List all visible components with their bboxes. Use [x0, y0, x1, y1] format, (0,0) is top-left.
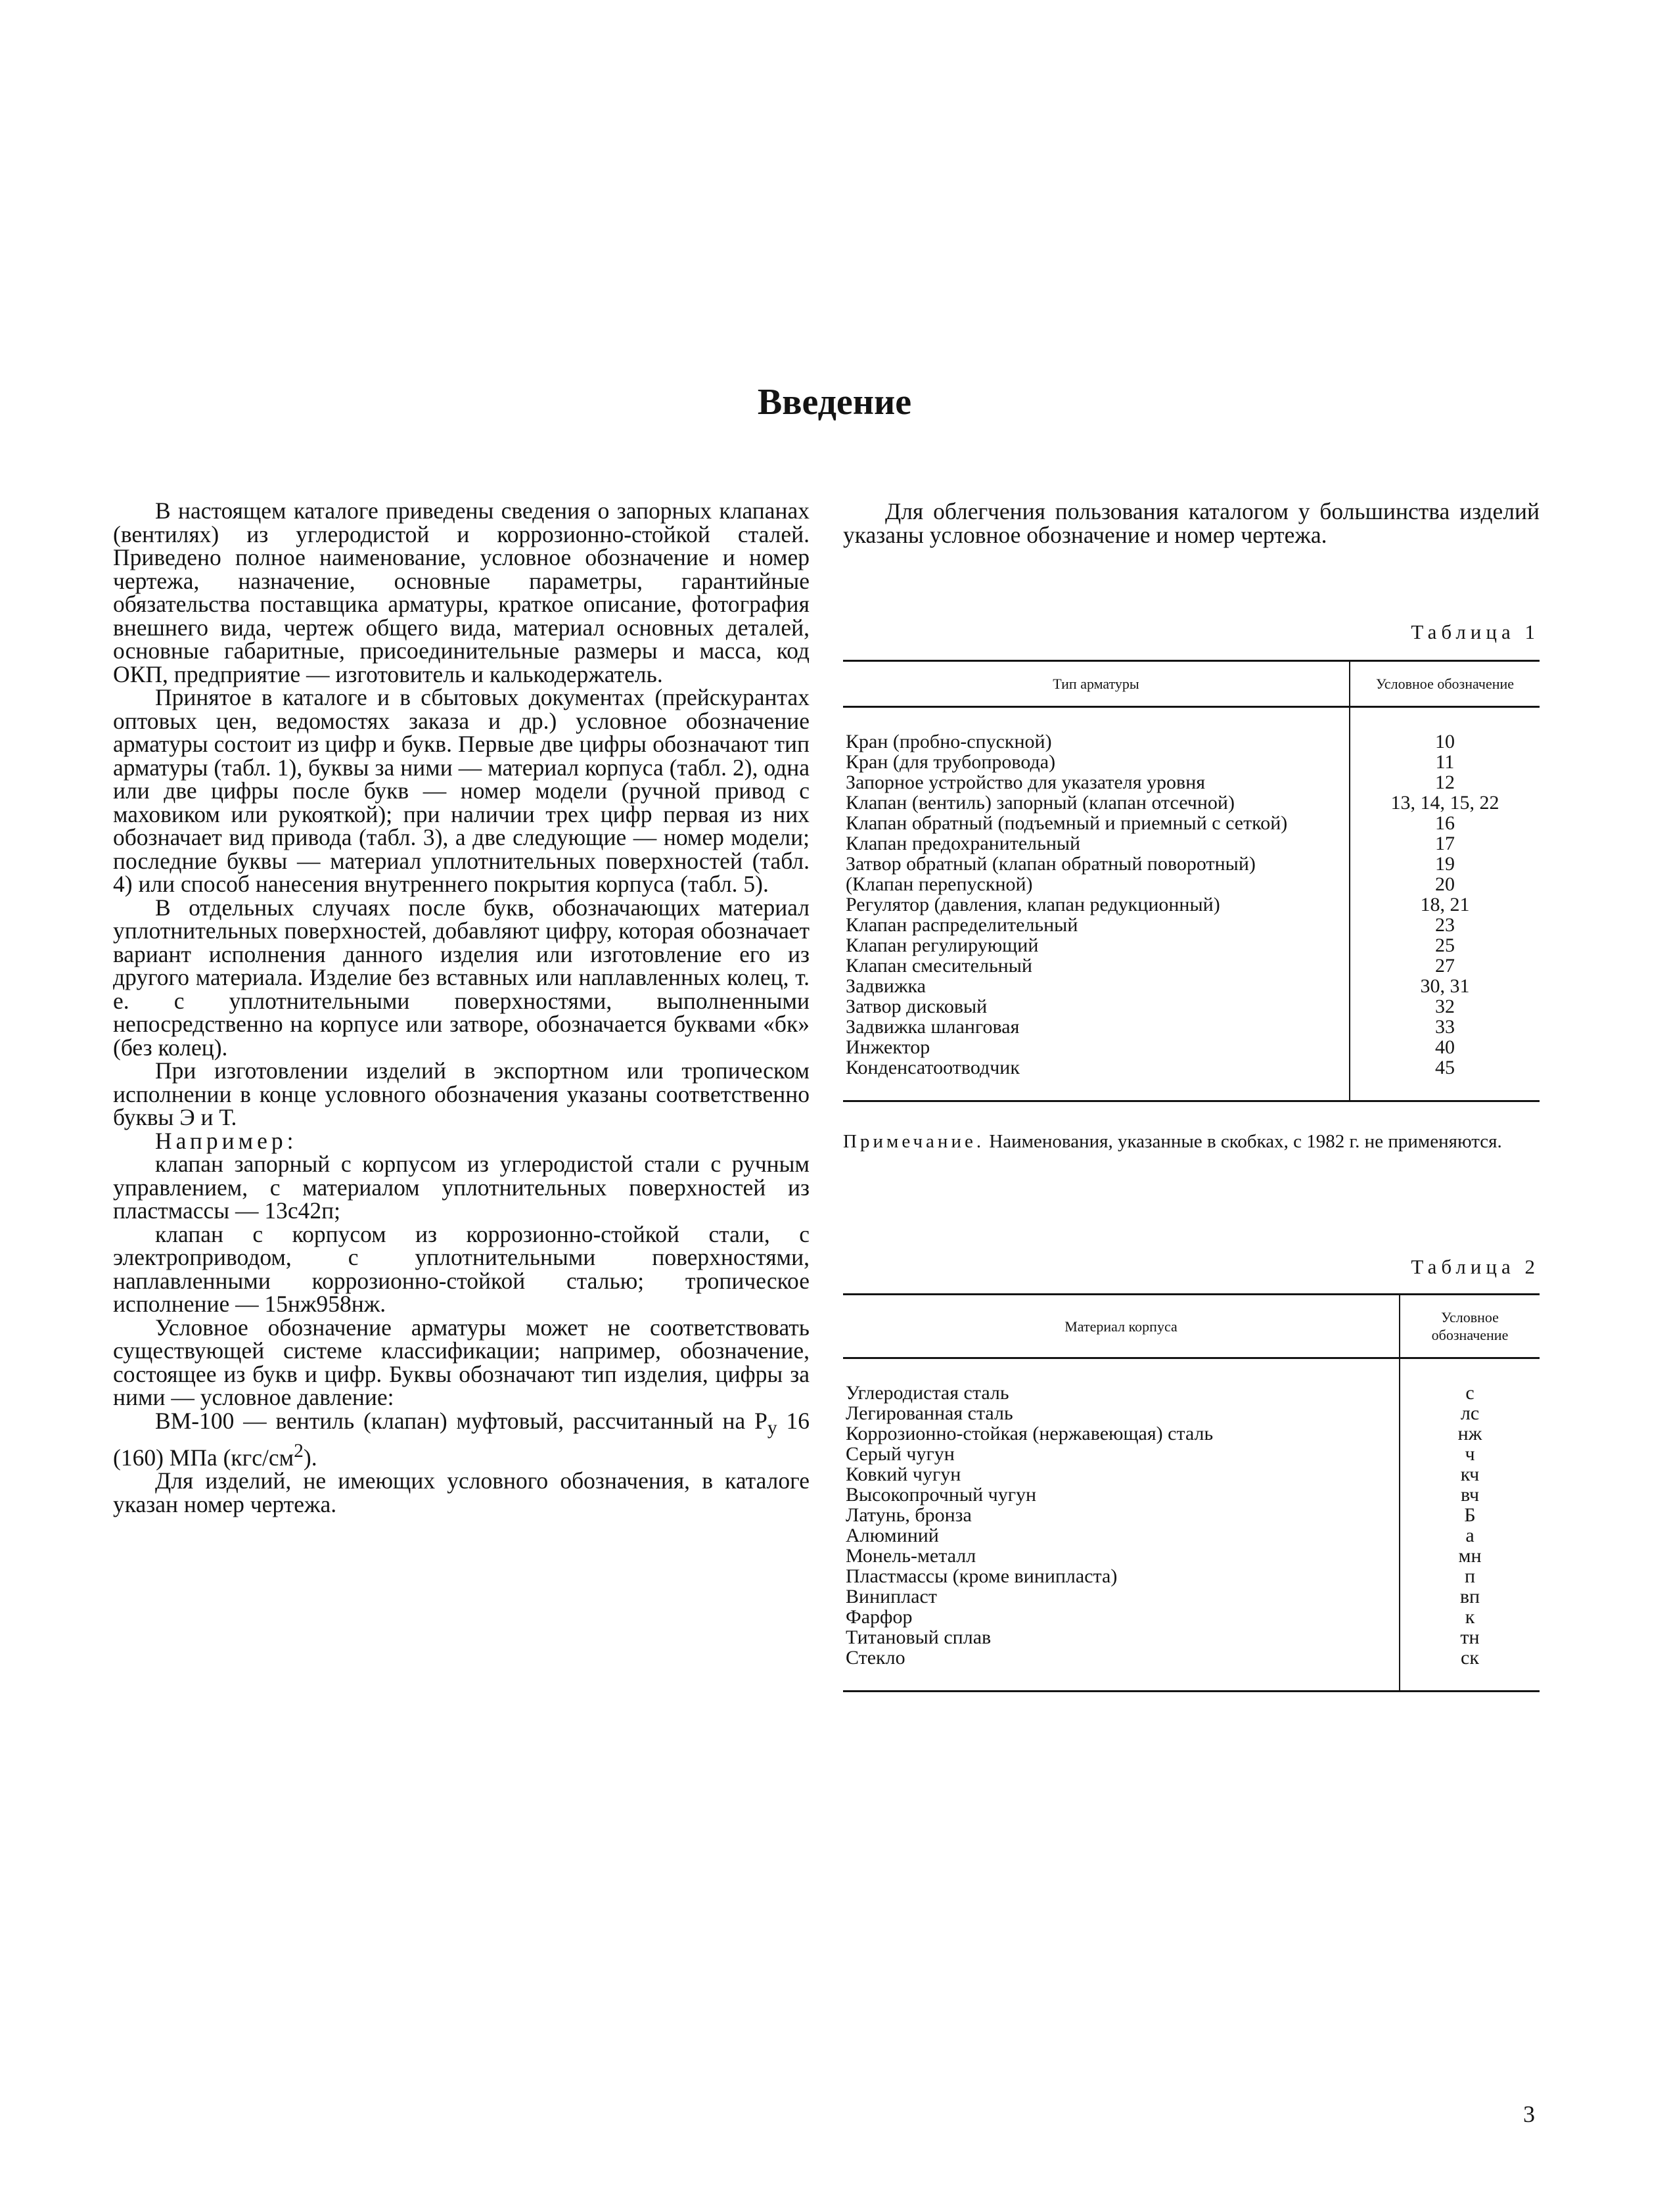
row-name: Затвор обратный (клапан обратный поворотный)	[846, 853, 1256, 875]
row-name: Клапан распределительный	[846, 914, 1078, 936]
table-row	[843, 935, 1540, 956]
table-row	[843, 1423, 1540, 1444]
table-row	[843, 894, 1540, 915]
row-name: Высокопрочный чугун	[846, 1484, 1037, 1506]
table1-header-type: Тип арматуры	[843, 661, 1350, 707]
row-code: 19	[1350, 854, 1540, 874]
row-code: 18, 21	[1350, 894, 1540, 915]
table1-header-code: Условное обозначение	[1350, 661, 1540, 707]
paragraph-export: При изготовлении изделий в экспортном или тропическом исполнении в конце условного обозначения указаны соответственно буквы Э и Т.	[113, 1057, 810, 1130]
note-label: Примечание.	[843, 1131, 985, 1152]
row-code: п	[1400, 1566, 1540, 1586]
paragraph-variant: В отдельных случаях после букв, обозначающих материал уплотнительных поверхностей, добавляют цифру, которая обозначает вариант исполнения данного изделия или изготовление его из другого материала. Изделие без вставных или наплавленных колец, т. е. с уплотнительными поверхностями, выполненными непосредственно на корпусе или затворе, обозначается буквами «бк» (без колец).	[113, 894, 810, 1061]
row-code: 20	[1350, 874, 1540, 894]
row-name: (Клапан перепускной)	[846, 873, 1033, 895]
table-row	[843, 1057, 1540, 1078]
table-row	[843, 731, 1540, 752]
row-code: 27	[1350, 956, 1540, 976]
paragraph-example-1: клапан запорный с корпусом из углеродистой стали с ручным управлением, с материалом уплотнительных поверхностей из пластмассы — 13с42п;	[113, 1151, 810, 1224]
left-column	[113, 499, 810, 1516]
paragraph-intro: В настоящем каталоге приведены сведения о запорных клапанах (вентилях) из углеродистой и коррозионно-стойкой сталей. Приведено полное наименование, условное обозначение и номер чертежа, назначение, основные параметры, гарантийные обязательства поставщика арматуры, краткое описание, фотография внешнего вида, чертеж общего вида, материал основных деталей, основные габаритные, присоединительные размеры и масса, код ОКП, предприятие — изготовитель и калькодержатель.	[113, 497, 810, 687]
row-code: 13, 14, 15, 22	[1350, 793, 1540, 813]
row-name: Инжектор	[846, 1036, 930, 1058]
paragraph-no-designation: Для изделий, не имеющих условного обозначения, в каталоге указан номер чертежа.	[113, 1467, 810, 1517]
table2	[843, 1293, 1540, 1692]
right-column	[843, 499, 1540, 1692]
row-name: Клапан регулирующий	[846, 934, 1039, 956]
vm100-subscript: у	[767, 1417, 777, 1439]
table-row	[843, 1647, 1540, 1668]
table-row	[843, 1037, 1540, 1057]
table-row	[843, 874, 1540, 894]
table-row	[843, 996, 1540, 1017]
vm100-text-b: 16 (160) МПа (кгс/см	[113, 1407, 810, 1471]
row-code: 33	[1350, 1017, 1540, 1037]
row-code: а	[1400, 1525, 1540, 1546]
page-number: 3	[1523, 2101, 1535, 2127]
row-code: кч	[1400, 1464, 1540, 1485]
table1-note	[843, 1131, 1540, 1153]
row-name: Винипласт	[846, 1586, 937, 1607]
vm100-text-a: ВМ-100 — вентиль (клапан) муфтовый, рассчитанный на P	[155, 1407, 767, 1434]
table-row	[843, 752, 1540, 772]
row-name: Затвор дисковый	[846, 996, 988, 1017]
table1-spacer	[843, 707, 1540, 732]
table-end-spacer	[843, 1668, 1540, 1692]
row-code: тн	[1400, 1627, 1540, 1647]
table1-body	[843, 707, 1540, 1101]
row-name: Кран (для трубопровода)	[846, 751, 1056, 773]
table-row	[843, 1566, 1540, 1586]
note-text: Наименования, указанные в скобках, с 1982 г. не применяются.	[984, 1131, 1502, 1152]
paragraph-designation: Принятое в каталоге и в сбытовых документах (прейскурантах оптовых цен, ведомостях заказа и др.) условное обозначение арматуры состоит из цифр и букв. Первые две цифры обозначают тип арматуры (табл. 1), буквы за ними — материал корпуса (табл. 2), одна или две цифры после букв — номер модели (ручной привод с маховиком или рукояткой); при наличии трех цифр первая из них обозначает вид привода (табл. 3), а две следующие — номер модели; последние буквы — материал уплотнительных поверхностей (табл. 4) или способ нанесения внутреннего покрытия корпуса (табл. 5).	[113, 684, 810, 897]
paragraph-example-label	[113, 1127, 810, 1154]
row-name: Коррозионно-стойкая (нержавеющая) сталь	[846, 1423, 1214, 1444]
table2-caption: Таблица 2	[1411, 1255, 1540, 1278]
row-code: к	[1400, 1607, 1540, 1627]
row-code: 40	[1350, 1037, 1540, 1057]
paragraph-classification: Условное обозначение арматуры может не соответствовать существующей системе классификации; например, обозначение, состоящее из букв и цифр. Буквы обозначают тип изделия, цифры за ними — условное давление:	[113, 1314, 810, 1410]
row-name: Стекло	[846, 1647, 905, 1669]
row-name: Клапан предохранительный	[846, 833, 1081, 854]
row-code: ск	[1400, 1647, 1540, 1668]
row-name: Титановый сплав	[846, 1626, 992, 1648]
row-code: ч	[1400, 1444, 1540, 1464]
table-row	[843, 854, 1540, 874]
row-code: 25	[1350, 935, 1540, 956]
row-code: мн	[1400, 1546, 1540, 1566]
table2-body	[843, 1358, 1540, 1692]
row-name: Ковкий чугун	[846, 1463, 961, 1485]
page-title: Введение	[757, 382, 912, 423]
paragraph-vm100	[113, 1407, 810, 1471]
paragraph-example-2: клапан с корпусом из коррозионно-стойкой стали, с электроприводом, с уплотнительными поверхностями, наплавленными коррозионно-стойкой сталью; тропическое исполнение — 15нж958нж.	[113, 1220, 810, 1317]
row-name: Латунь, бронза	[846, 1504, 972, 1526]
table-row	[843, 956, 1540, 976]
table-row	[843, 813, 1540, 833]
row-name: Клапан смесительный	[846, 955, 1032, 977]
table-row	[843, 833, 1540, 854]
table-end-spacer	[843, 1078, 1540, 1101]
row-name: Клапан (вентиль) запорный (клапан отсечной)	[846, 792, 1235, 814]
row-code: лс	[1400, 1403, 1540, 1423]
row-name: Конденсатоотводчик	[846, 1057, 1020, 1078]
row-name: Углеродистая сталь	[846, 1382, 1009, 1404]
table-row	[843, 793, 1540, 813]
row-code: 32	[1350, 996, 1540, 1017]
table-row	[843, 1546, 1540, 1566]
row-name: Монель-металл	[846, 1545, 976, 1567]
table-row	[843, 772, 1540, 793]
table1-header-row	[843, 661, 1540, 707]
table1	[843, 660, 1540, 1102]
table-row	[843, 1485, 1540, 1505]
row-name: Серый чугун	[846, 1443, 955, 1465]
row-code: 10	[1350, 731, 1540, 752]
table-row	[843, 976, 1540, 996]
row-code: 17	[1350, 833, 1540, 854]
row-name: Запорное устройство для указателя уровня	[846, 772, 1206, 793]
row-code: вп	[1400, 1586, 1540, 1607]
table-row	[843, 1586, 1540, 1607]
table2-header-row	[843, 1295, 1540, 1358]
row-code: 23	[1350, 915, 1540, 935]
row-code: 11	[1350, 752, 1540, 772]
table1-caption: Таблица 1	[1411, 620, 1540, 643]
table2-header-material: Материал корпуса	[843, 1295, 1400, 1358]
table-row	[843, 1607, 1540, 1627]
paragraph-catalog-usage: Для облегчения пользования каталогом у большинства изделий указаны условное обозначение и номер чертежа.	[843, 498, 1540, 548]
row-name: Регулятор (давления, клапан редукционный)	[846, 894, 1220, 915]
table-row	[843, 915, 1540, 935]
example-label: Например:	[155, 1127, 298, 1154]
table-row	[843, 1627, 1540, 1647]
row-name: Фарфор	[846, 1606, 913, 1628]
row-code: 45	[1350, 1057, 1540, 1078]
table-row	[843, 1505, 1540, 1525]
vm100-superscript: 2	[294, 1440, 304, 1462]
table-row	[843, 1383, 1540, 1403]
row-name: Кран (пробно-спускной)	[846, 731, 1052, 752]
row-name: Легированная сталь	[846, 1402, 1013, 1424]
row-code: Б	[1400, 1505, 1540, 1525]
table-row	[843, 1403, 1540, 1423]
row-code: с	[1400, 1383, 1540, 1403]
row-code: 30, 31	[1350, 976, 1540, 996]
table-row	[843, 1444, 1540, 1464]
table2-spacer	[843, 1358, 1540, 1383]
row-code: нж	[1400, 1423, 1540, 1444]
row-name: Задвижка	[846, 975, 926, 997]
table2-header-code: Условное обозначение	[1400, 1295, 1540, 1358]
vm100-text-c: ).	[303, 1444, 317, 1471]
table-row	[843, 1017, 1540, 1037]
row-code: 16	[1350, 813, 1540, 833]
row-name: Алюминий	[846, 1525, 939, 1546]
row-code: вч	[1400, 1485, 1540, 1505]
table-row	[843, 1464, 1540, 1485]
row-code: 12	[1350, 772, 1540, 793]
row-name: Клапан обратный (подъемный и приемный с сеткой)	[846, 812, 1288, 834]
row-name: Задвижка шланговая	[846, 1016, 1020, 1038]
table-row	[843, 1525, 1540, 1546]
row-name: Пластмассы (кроме винипласта)	[846, 1565, 1118, 1587]
